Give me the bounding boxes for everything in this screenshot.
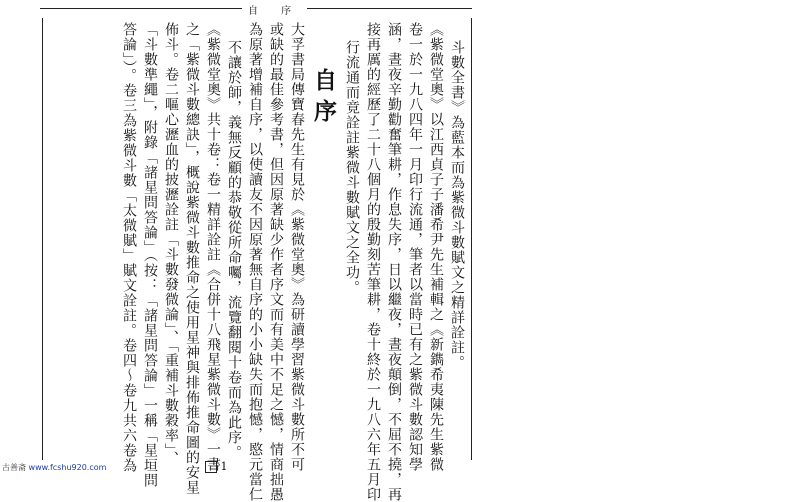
text-column: 之「紫微斗數總訣」，概說紫微斗數推命之使用星神與排佈推命圖的安星 bbox=[184, 22, 200, 495]
page-box-icon bbox=[205, 461, 217, 473]
preface-heading: 自序 bbox=[310, 68, 337, 130]
text-column: 《紫微堂奧》以江西貞子子潘希尹先生補輯之《新鐫希夷陳先生紫微 bbox=[428, 22, 444, 472]
text-column: 或缺的最佳參考書，但因原著缺少作者序文而有美中不足之憾，情商拙愚 bbox=[268, 22, 284, 502]
text-column: 卷一於一九八四年一月印行流通，筆者以當時已有之紫微斗數認知學 bbox=[407, 22, 423, 472]
page-number: 1 bbox=[220, 460, 228, 473]
running-header bbox=[40, 4, 472, 17]
text-column: 答論」）。卷三為紫微斗數「太微賦」賦文詮註。卷四～卷九共六卷為 bbox=[121, 22, 137, 473]
watermark-label: 古善斋 bbox=[2, 463, 26, 472]
text-column: 接再厲的經歷了二十八個月的殷勤刻苦筆耕，卷十終於一九八六年五月印 bbox=[365, 22, 381, 502]
text-column: 斗數全書》為藍本而為紫微斗數賦文之精詳詮註。 bbox=[449, 40, 465, 370]
watermark-url: www.fcshu920.com bbox=[28, 463, 107, 472]
text-column: 佈斗。卷二嘔心瀝血的披瀝詮註「斗數發微論」、「重補斗數穀率」、 bbox=[163, 22, 179, 466]
text-column: 行流通而竟詮註紫微斗數賦文之全功。 bbox=[344, 40, 360, 295]
header-title: 自 序 bbox=[242, 2, 307, 17]
text-column: 為原著增補自序，以使讀友不因原著無自序的小小缺失而抱憾，愍元當仁 bbox=[247, 22, 263, 502]
text-column: 《紫微堂奧》共十卷：卷一精詳詮註《合併十八飛星紫微斗數》一書 bbox=[205, 22, 221, 472]
text-column: 不讓於師，義無反顧的恭敬從所命囑，流覽翻閱十卷而為此序。 bbox=[226, 40, 242, 460]
text-column: 大孚書局傳寶春先生有見於《紫微堂奧》為研讀學習紫微斗數所不可 bbox=[289, 22, 305, 472]
page-footer bbox=[186, 460, 246, 473]
text-column: 涵，晝夜辛勤勸奮筆耕，作息失序，日以繼夜，晝夜顛倒，不屈不撓，再 bbox=[386, 22, 402, 502]
site-watermark bbox=[2, 462, 106, 473]
blank-area bbox=[480, 0, 793, 476]
text-column: 「斗數準繩」，附錄「諸星問答論」（按：「諸星問答論」一稱「星垣問 bbox=[142, 22, 158, 488]
